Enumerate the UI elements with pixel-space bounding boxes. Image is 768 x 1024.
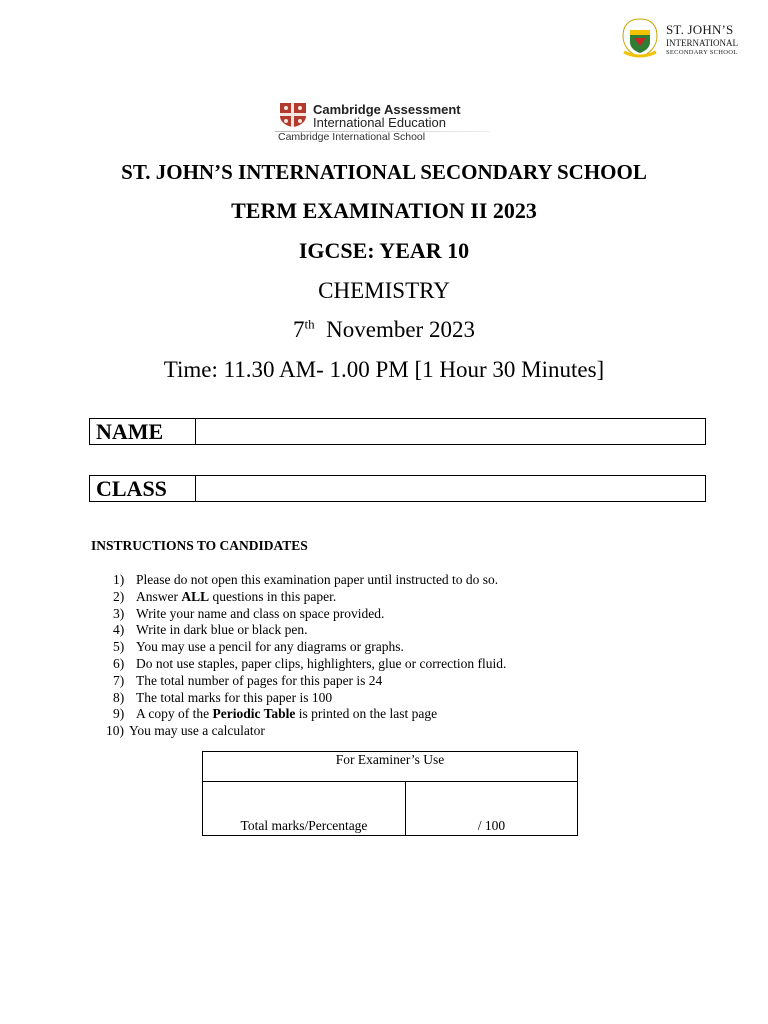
instruction-number: 5) [113,639,125,655]
instruction-item [113,622,506,639]
instruction-text-after: is printed on the last page [295,706,438,722]
instruction-item [106,723,506,740]
instruction-text: Please do not open this examination paper until instructed to do so. [136,572,499,587]
instruction-item [113,656,506,673]
instruction-item [113,673,506,690]
instruction-text: Write in dark blue or black pen. [136,622,308,638]
school-logo-line1: ST. JOHN’S [666,22,734,37]
cambridge-logo-line1: Cambridge Assessment [313,102,461,117]
school-logo [620,16,750,60]
name-box [89,418,706,445]
name-label: NAME [90,419,196,444]
instruction-number: 1) [113,572,125,587]
instruction-number: 7) [113,672,125,688]
instruction-bold: Periodic Table [212,706,296,722]
instructions-heading: INSTRUCTIONS TO CANDIDATES [91,538,308,553]
instruction-text: You may use a pencil for any diagrams or graphs. [136,639,404,655]
instruction-bold: ALL [181,588,210,604]
instruction-text: The total marks for this paper is 100 [136,689,333,705]
examiner-use-table [202,751,578,836]
instruction-number: 3) [113,605,125,621]
instruction-text: You may use a calculator [129,723,265,739]
exam-time: Time: 11.30 AM- 1.00 PM [1 Hour 30 Minutes] [163,357,605,382]
instruction-text: Do not use staples, paper clips, highlighters, glue or correction fluid. [136,655,507,671]
subject-title: CHEMISTRY [318,278,450,303]
school-name: ST. JOHN’S INTERNATIONAL SECONDARY SCHOOL [121,160,647,184]
instruction-number: 2) [113,588,125,604]
class-label: CLASS [90,476,196,501]
total-marks-label-cell [203,782,406,836]
total-marks-value: / 100 [477,818,506,833]
exam-date [0,317,768,343]
exam-date-rest: November 2023 [326,317,475,342]
instruction-text: Answer [136,588,182,604]
instruction-item [113,606,506,623]
instruction-item [113,706,506,723]
instruction-number: 9) [113,706,125,722]
school-logo-line2: INTERNATIONAL [666,38,738,48]
instruction-item [113,639,506,656]
total-marks-value-cell[interactable] [406,782,577,836]
class-box [89,475,706,502]
instruction-number: 6) [113,655,125,671]
instruction-number: 8) [113,689,125,705]
school-logo-line3: SECONDARY SCHOOL [666,49,738,56]
name-field[interactable] [196,419,705,444]
instruction-number: 4) [113,622,125,638]
cambridge-shield-icon [278,102,308,128]
examiner-table-header: For Examiner’s Use [203,752,577,782]
instruction-list [106,572,507,740]
instruction-text-after: questions in this paper. [209,588,337,604]
exam-date-suffix: th [304,316,315,332]
year-title: IGCSE: YEAR 10 [298,238,470,263]
total-marks-label: Total marks/Percentage [240,818,368,833]
instruction-text: Write your name and class on space provided. [136,605,385,621]
cambridge-logo-line3: Cambridge International School [278,131,426,143]
instruction-number: 10) [106,723,124,739]
exam-title: TERM EXAMINATION II 2023 [231,198,537,223]
exam-date-day: 7 [293,317,305,342]
cambridge-logo-line2: International Education [313,115,446,130]
instruction-item [113,690,506,707]
class-field[interactable] [196,476,705,501]
school-crest-icon [620,16,660,60]
instruction-text: The total number of pages for this paper is 24 [136,672,383,688]
instruction-item [113,589,506,606]
instruction-item [113,572,506,589]
instruction-text: A copy of the [136,706,213,722]
cambridge-logo [275,100,495,144]
